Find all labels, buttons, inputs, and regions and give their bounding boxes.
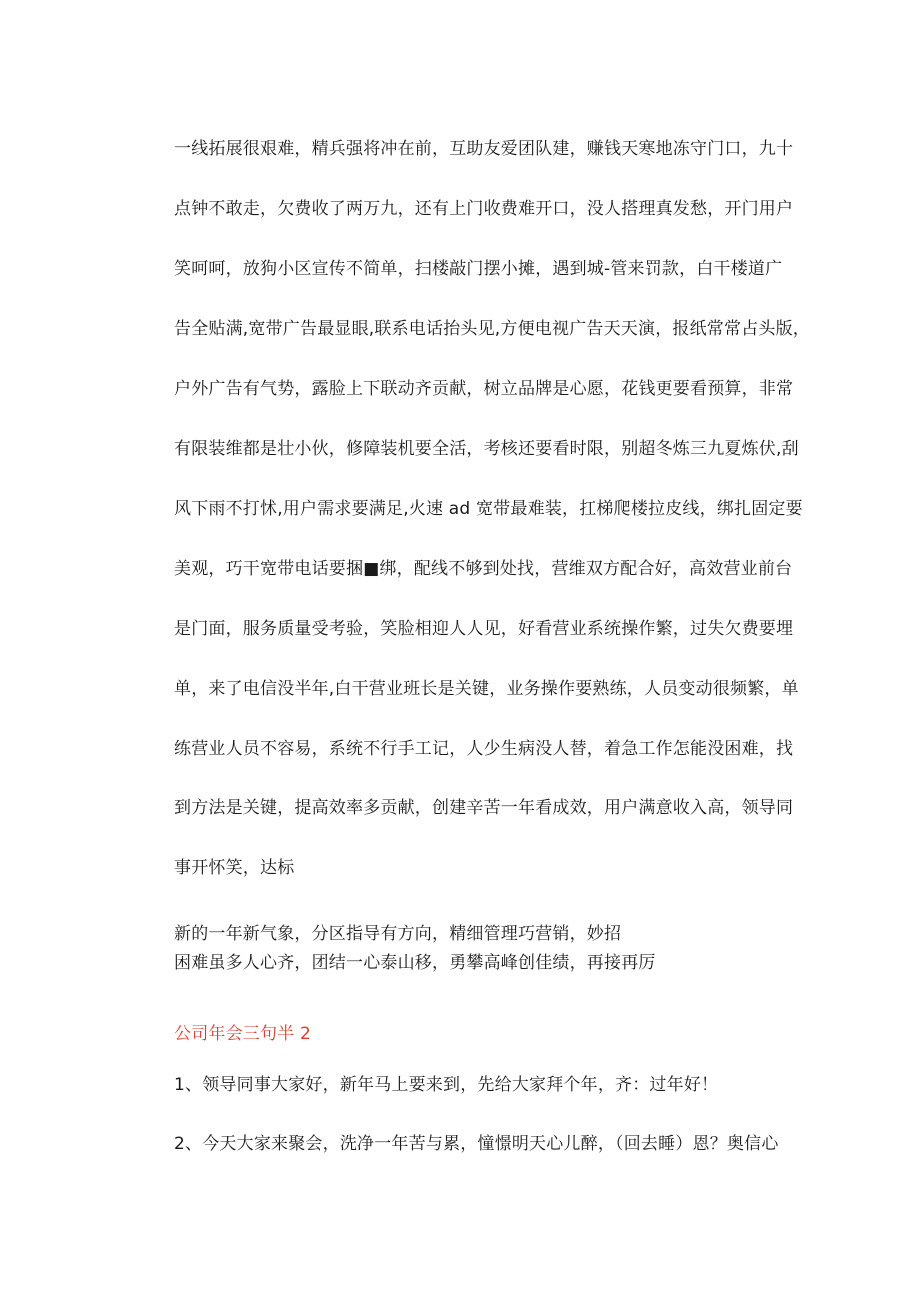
section-heading: 公司年会三句半 2 [174, 1024, 312, 1044]
text-line: 困难虽多人心齐，团结一心泰山移，勇攀高峰创佳绩，再接再厉 [174, 953, 656, 973]
text-line: 风下雨不打怵,用户需求要满足,火速 ad 宽带最难装，扛梯爬楼拉皮线，绑扎固定要 [174, 499, 803, 519]
text-line: 美观，巧干宽带电话要捆■绑，配线不够到处找，营维双方配合好，高效营业前台 [174, 559, 793, 579]
text-line: 到方法是关键，提高效率多贡献，创建辛苦一年看成效，用户满意收入高，领导同 [174, 798, 794, 818]
text-line: 练营业人员不容易，系统不行手工记，人少生病没人替，着急工作怎能没困难，找 [174, 739, 794, 759]
text-line: 点钟不敢走，欠费收了两万九，还有上门收费难开口，没人搭理真发愁，开门用户 [174, 199, 794, 219]
list-item: 1、领导同事大家好，新年马上要来到，先给大家拜个年，齐：过年好！ [174, 1075, 719, 1095]
text-line: 新的一年新气象，分区指导有方向，精细管理巧营销，妙招 [174, 924, 622, 944]
text-line: 有限装维都是壮小伙，修障装机要全活，考核还要看时限，别超冬炼三九夏炼伏,刮 [174, 439, 799, 459]
text-line: 单，来了电信没半年,白干营业班长是关键，业务操作要熟练，人员变动很频繁，单 [174, 679, 799, 699]
text-line: 是门面，服务质量受考验，笑脸相迎人人见，好看营业系统操作繁，过失欠费要埋 [174, 619, 794, 639]
text-line: 告全贴满,宽带广告最显眼,联系电话抬头见,方便电视广告天天演，报纸常常占头版， [174, 319, 811, 339]
text-line: 一线拓展很艰难，精兵强将冲在前，互助友爱团队建，赚钱天寒地冻守门口，九十 [174, 139, 794, 159]
list-item: 2、今天大家来聚会，洗净一年苦与累，憧憬明天心儿醉，（回去睡）恩？奥信心 [174, 1134, 779, 1154]
text-line: 户外广告有气势，露脸上下联动齐贡献，树立品牌是心愿，花钱更要看预算，非常 [174, 379, 794, 399]
text-line: 事开怀笑，达标 [174, 858, 295, 878]
text-line: 笑呵呵，放狗小区宣传不简单，扫楼敲门摆小摊，遇到城-管来罚款，白干楼道广 [174, 259, 783, 279]
